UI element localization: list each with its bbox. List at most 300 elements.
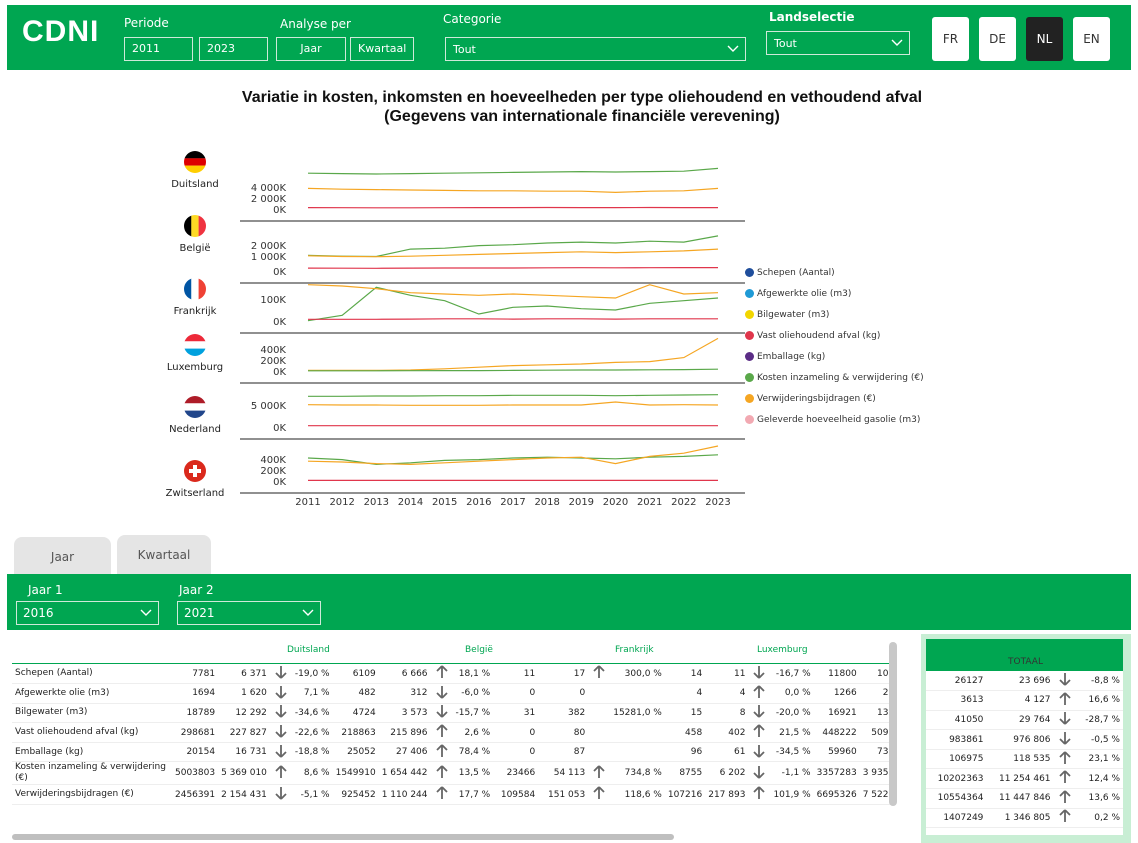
totals-cell: 12,4 % [1076,769,1123,789]
header-duitsland: Duitsland [287,645,330,655]
legend-label: Verwijderingsbijdragen (€) [757,393,876,404]
table-cell: 298681 [172,723,218,743]
table-cell: 448222 [814,723,860,743]
jaar2-label: Jaar 2 [179,583,214,597]
table-cell: 2,6 % [453,723,494,743]
trend-cell [431,762,453,785]
trend-cell [1054,691,1076,711]
totals-row [926,789,1123,809]
x-tick-label: 2021 [636,497,663,508]
country-duitsland [160,151,230,190]
table-country-headers [12,638,892,664]
totals-cell: 26127 [926,671,986,691]
chart-title-line1: Variatie in kosten, inkomsten en hoeveelheden per type oliehoudend en vethoudend afval [241,89,923,106]
arrow-up-icon [593,772,605,782]
totals-cell: 976 806 [986,730,1053,750]
x-tick-label: 2019 [568,497,595,508]
arrow-down-icon [1059,738,1071,748]
legend-dot-icon [745,373,754,382]
row-label: Afgewerkte olie (m3) [12,684,172,704]
series-line [308,168,718,174]
lang-de-button[interactable]: DE [979,17,1016,61]
x-tick-label: 2014 [397,497,424,508]
arrow-down-icon [753,711,765,721]
arrow-down-icon [753,751,765,761]
table-cell: 227 827 [218,723,270,743]
trend-cell [270,703,292,723]
table-row [12,742,891,762]
arrow-up-icon [1059,699,1071,709]
series-line [308,249,718,257]
cdni-logo: CDNI [22,15,100,48]
trend-cell [588,762,610,785]
table-cell: 3 573 [379,703,431,723]
arrow-up-icon [436,751,448,761]
country-label: Nederland [169,424,221,435]
table-row [12,664,891,684]
legend-dot-icon [745,394,754,403]
trend-cell [431,684,453,704]
country-luxemburg [160,334,230,373]
y-tick-label: 400K [260,345,286,356]
arrow-up-icon [753,793,765,803]
trend-cell [270,785,292,805]
chart-legend [745,262,924,430]
table-cell: 59960 [814,742,860,762]
table-cell: 0 [493,684,538,704]
table-cell: -34,5 % [770,742,813,762]
legend-dot-icon [745,310,754,319]
row-label: Vast oliehoudend afval (kg) [12,723,172,743]
table-cell: 25052 [333,742,379,762]
table-cell: 1694 [172,684,218,704]
totals-cell: 23 696 [986,671,1053,691]
trend-cell [270,723,292,743]
legend-item[interactable] [745,283,924,304]
legend-dot-icon [745,268,754,277]
row-label: Emballage (kg) [12,742,172,762]
totals-cell: 11 254 461 [986,769,1053,789]
table-cell: 215 896 [379,723,431,743]
jaar2-dropdown[interactable] [177,601,321,625]
series-line [308,446,718,464]
table-cell: 17 [538,664,588,684]
table-cell: 1 620 [218,684,270,704]
chart-title [150,88,1014,126]
table-cell: 96 [665,742,705,762]
analyse-jaar-button[interactable]: Jaar [276,37,346,61]
table-cell: 20154 [172,742,218,762]
country-label: Luxemburg [166,362,224,373]
table-cell: 11800 [814,664,860,684]
row-label: Bilgewater (m3) [12,703,172,723]
table-cell: -5,1 % [292,785,333,805]
table-cell: 3 935 [860,762,892,785]
table-cell: 382 [538,703,588,723]
table-cell: 14 [665,664,705,684]
trend-cell [431,703,453,723]
arrow-up-icon [436,672,448,682]
table-cell: 2456391 [172,785,218,805]
arrow-down-icon [275,731,287,741]
table-row [12,785,891,805]
legend-label: Vast oliehoudend afval (kg) [757,330,881,341]
landselectie-value: Tout [774,37,797,50]
lang-en-button[interactable]: EN [1073,17,1110,61]
header-luxemburg: Luxemburg [757,645,808,655]
table-cell: 312 [379,684,431,704]
analyse-label: Analyse per [280,17,351,31]
totals-cell: 13,6 % [1076,789,1123,809]
table-cell: 80 [538,723,588,743]
small-multiples-line-chart [230,160,745,515]
flag-france-icon [184,278,206,300]
trend-cell [588,664,610,684]
table-cell: -6,0 % [453,684,494,704]
table-cell: 15281,0 % [610,703,665,723]
arrow-down-icon [275,793,287,803]
table-cell: 7781 [172,664,218,684]
tab-jaar[interactable]: Jaar [14,537,111,577]
arrow-up-icon [1059,777,1071,787]
table-cell: -15,7 % [453,703,494,723]
legend-item[interactable] [745,325,924,346]
table-cell: 7 522 [860,785,892,805]
table-cell: 16 731 [218,742,270,762]
table-cell: 4 [705,684,748,704]
table-cell: 1 110 244 [379,785,431,805]
table-cell: -20,0 % [770,703,813,723]
table-cell: 18789 [172,703,218,723]
arrow-up-icon [753,692,765,702]
jaar1-value: 2016 [23,606,54,620]
trend-cell [748,742,770,762]
totals-row [926,808,1123,828]
totals-panel [921,634,1131,843]
legend-label: Kosten inzameling & verwijdering (€) [757,372,924,383]
x-tick-label: 2022 [671,497,697,508]
table-cell: 482 [333,684,379,704]
totals-header [926,639,1123,671]
row-label: Schepen (Aantal) [12,664,172,684]
header-frankrijk: Frankrijk [615,645,654,655]
flag-belgium-icon [184,215,206,237]
table-cell: 12 292 [218,703,270,723]
legend-item[interactable] [745,409,924,430]
trend-cell [431,742,453,762]
arrow-up-icon [753,731,765,741]
totals-cell: 0,2 % [1076,808,1123,828]
trend-cell [1054,671,1076,691]
y-tick-label: 0K [273,477,286,488]
table-cell: 734,8 % [610,762,665,785]
table-cell: 10 [860,664,892,684]
table-cell: 6 666 [379,664,431,684]
trend-cell [1054,808,1076,828]
y-tick-label: 5 000K [250,401,286,412]
y-tick-label: 2 000K [250,194,286,205]
y-tick-label: 1 000K [250,252,286,263]
table-cell: 17,7 % [453,785,494,805]
totals-row [926,730,1123,750]
periode-to-input[interactable]: 2023 [199,37,268,61]
arrow-down-icon [275,711,287,721]
country-frankrijk [160,278,230,317]
legend-dot-icon [745,415,754,424]
trend-cell [1054,730,1076,750]
x-tick-label: 2013 [363,497,390,508]
legend-dot-icon [745,289,754,298]
landselectie-label: Landselectie [769,10,855,24]
table-cell: 61 [705,742,748,762]
totals-cell: 4 127 [986,691,1053,711]
table-row [12,762,891,785]
chevron-down-icon [140,606,152,618]
y-tick-label: 0K [273,423,286,434]
arrow-up-icon [436,793,448,803]
table-cell: 27 406 [379,742,431,762]
table-cell: 5003803 [172,762,218,785]
arrow-up-icon [275,772,287,782]
x-tick-label: 2012 [329,497,355,508]
table-cell: 218863 [333,723,379,743]
table-cell: 78,4 % [453,742,494,762]
arrow-up-icon [1059,758,1071,768]
table-cell: 8,6 % [292,762,333,785]
trend-cell [588,785,610,805]
jaar1-label: Jaar 1 [28,583,63,597]
table-cell: 925452 [333,785,379,805]
table-cell: 21,5 % [770,723,813,743]
x-tick-label: 2016 [466,497,492,508]
arrow-down-icon [275,672,287,682]
trend-cell [270,664,292,684]
country-nederland [160,396,230,435]
series-line [308,287,718,320]
landselectie-dropdown[interactable] [766,31,910,55]
table-cell: -34,6 % [292,703,333,723]
x-tick-label: 2023 [705,497,731,508]
totals-row [926,769,1123,789]
jaar1-dropdown[interactable] [16,601,159,625]
periode-from-input[interactable]: 2011 [124,37,193,61]
series-line [308,285,718,298]
totals-cell: 983861 [926,730,986,750]
table-cell: -22,6 % [292,723,333,743]
flag-switzerland-icon [184,460,206,482]
y-tick-label: 200K [260,356,286,367]
trend-cell [588,723,610,743]
legend-dot-icon [745,331,754,340]
y-tick-label: 0K [273,267,286,278]
trend-cell [1054,789,1076,809]
table-cell: 0 [538,684,588,704]
country-label: België [179,243,211,254]
flag-netherlands-icon [184,396,206,418]
table-cell: 5 369 010 [218,762,270,785]
legend-dot-icon [745,352,754,361]
totals-row [926,710,1123,730]
series-line [308,402,718,405]
table-row [12,723,891,743]
lang-fr-button[interactable]: FR [932,17,969,61]
table-cell: 0 [493,723,538,743]
trend-cell [1054,769,1076,789]
table-cell: 402 [705,723,748,743]
totals-cell: 118 535 [986,749,1053,769]
table-cell: -18,8 % [292,742,333,762]
trend-cell [748,762,770,785]
country-label: Zwitserland [165,488,225,499]
table-cell: 54 113 [538,762,588,785]
analyse-kwartaal-button[interactable]: Kwartaal [350,37,414,61]
totals-cell: 3613 [926,691,986,711]
totals-header-label: TOTAAL [1008,657,1043,667]
series-line [308,268,718,269]
series-line [308,319,718,320]
comparison-table-body [12,664,891,805]
trend-cell [431,723,453,743]
x-tick-label: 2011 [295,497,321,508]
horizontal-scrollbar[interactable] [12,834,674,840]
totals-cell: 29 764 [986,710,1053,730]
top-filter-bar [7,5,1131,70]
totals-cell: 16,6 % [1076,691,1123,711]
legend-label: Emballage (kg) [757,351,826,362]
series-line [308,395,718,397]
totals-table [926,671,1123,828]
table-cell: 151 053 [538,785,588,805]
table-cell: -16,7 % [770,664,813,684]
table-cell [610,684,665,704]
y-tick-label: 0K [273,205,286,216]
y-tick-label: 0K [273,367,286,378]
y-tick-label: 0K [273,317,286,328]
arrow-up-icon [436,772,448,782]
totals-cell: -28,7 % [1076,710,1123,730]
legend-item[interactable] [745,388,924,409]
legend-label: Bilgewater (m3) [757,309,830,320]
y-tick-label: 400K [260,455,286,466]
table-cell: 73 [860,742,892,762]
comparison-table [12,638,892,838]
table-cell: 31 [493,703,538,723]
table-cell: 16921 [814,703,860,723]
country-label: Frankrijk [173,306,217,317]
table-cell [610,723,665,743]
table-cell: 8755 [665,762,705,785]
table-cell: -1,1 % [770,762,813,785]
y-tick-label: 200K [260,466,286,477]
table-cell: -19,0 % [292,664,333,684]
chevron-down-icon [727,42,739,54]
totals-cell: -8,8 % [1076,671,1123,691]
y-tick-label: 100K [260,295,286,306]
x-tick-label: 2018 [534,497,560,508]
legend-item[interactable] [745,262,924,283]
totals-cell: 23,1 % [1076,749,1123,769]
arrow-down-icon [275,692,287,702]
legend-item[interactable] [745,346,924,367]
row-label: Kosten inzameling & verwijdering (€) [12,762,172,785]
trend-cell [588,703,610,723]
flag-germany-icon [184,151,206,173]
totals-cell: 10202363 [926,769,986,789]
arrow-down-icon [275,751,287,761]
flag-luxembourg-icon [184,334,206,356]
table-cell: 300,0 % [610,664,665,684]
totals-cell: 1 346 805 [986,808,1053,828]
legend-label: Schepen (Aantal) [757,267,835,278]
country-belgie [160,215,230,254]
legend-item[interactable] [745,367,924,388]
table-cell: 0,0 % [770,684,813,704]
tab-kwartaal[interactable]: Kwartaal [117,535,211,575]
arrow-up-icon [1059,797,1071,807]
lang-nl-button[interactable]: NL [1026,17,1063,61]
series-line [308,188,718,192]
categorie-label: Categorie [443,12,502,26]
table-cell: 118,6 % [610,785,665,805]
table-cell: 23466 [493,762,538,785]
arrow-up-icon [593,672,605,682]
table-cell: 6695326 [814,785,860,805]
totals-row [926,671,1123,691]
trend-cell [748,703,770,723]
arrow-down-icon [436,711,448,721]
table-cell: 2 154 431 [218,785,270,805]
chart-title-line2: (Gegevens van internationale financiële verevening) [384,108,780,125]
country-label: Duitsland [171,179,219,190]
vertical-scrollbar[interactable] [889,642,897,806]
categorie-value: Tout [453,43,476,56]
trend-cell [431,664,453,684]
legend-item[interactable] [745,304,924,325]
y-tick-label: 2 000K [250,241,286,252]
table-cell: 0 [493,742,538,762]
x-tick-label: 2020 [602,497,629,508]
arrow-up-icon [1059,816,1071,826]
totals-row [926,691,1123,711]
trend-cell [588,742,610,762]
arrow-down-icon [753,772,765,782]
jaar2-value: 2021 [184,606,215,620]
arrow-down-icon [753,672,765,682]
series-line [308,338,718,370]
table-cell: 3357283 [814,762,860,785]
header-belgie: België [465,645,493,655]
table-cell: 11 [705,664,748,684]
trend-cell [431,785,453,805]
table-cell: 13,5 % [453,762,494,785]
table-cell: 101,9 % [770,785,813,805]
table-cell: 509 [860,723,892,743]
totals-cell: 106975 [926,749,986,769]
trend-cell [270,742,292,762]
trend-cell [270,684,292,704]
table-cell: 1549910 [333,762,379,785]
chevron-down-icon [891,36,903,48]
table-cell: 107216 [665,785,705,805]
categorie-dropdown[interactable] [445,37,746,61]
table-row [12,703,891,723]
periode-label: Periode [124,16,169,30]
table-cell: 109584 [493,785,538,805]
country-zwitserland [160,460,230,499]
arrow-down-icon [436,692,448,702]
trend-cell [748,723,770,743]
totals-row [926,749,1123,769]
